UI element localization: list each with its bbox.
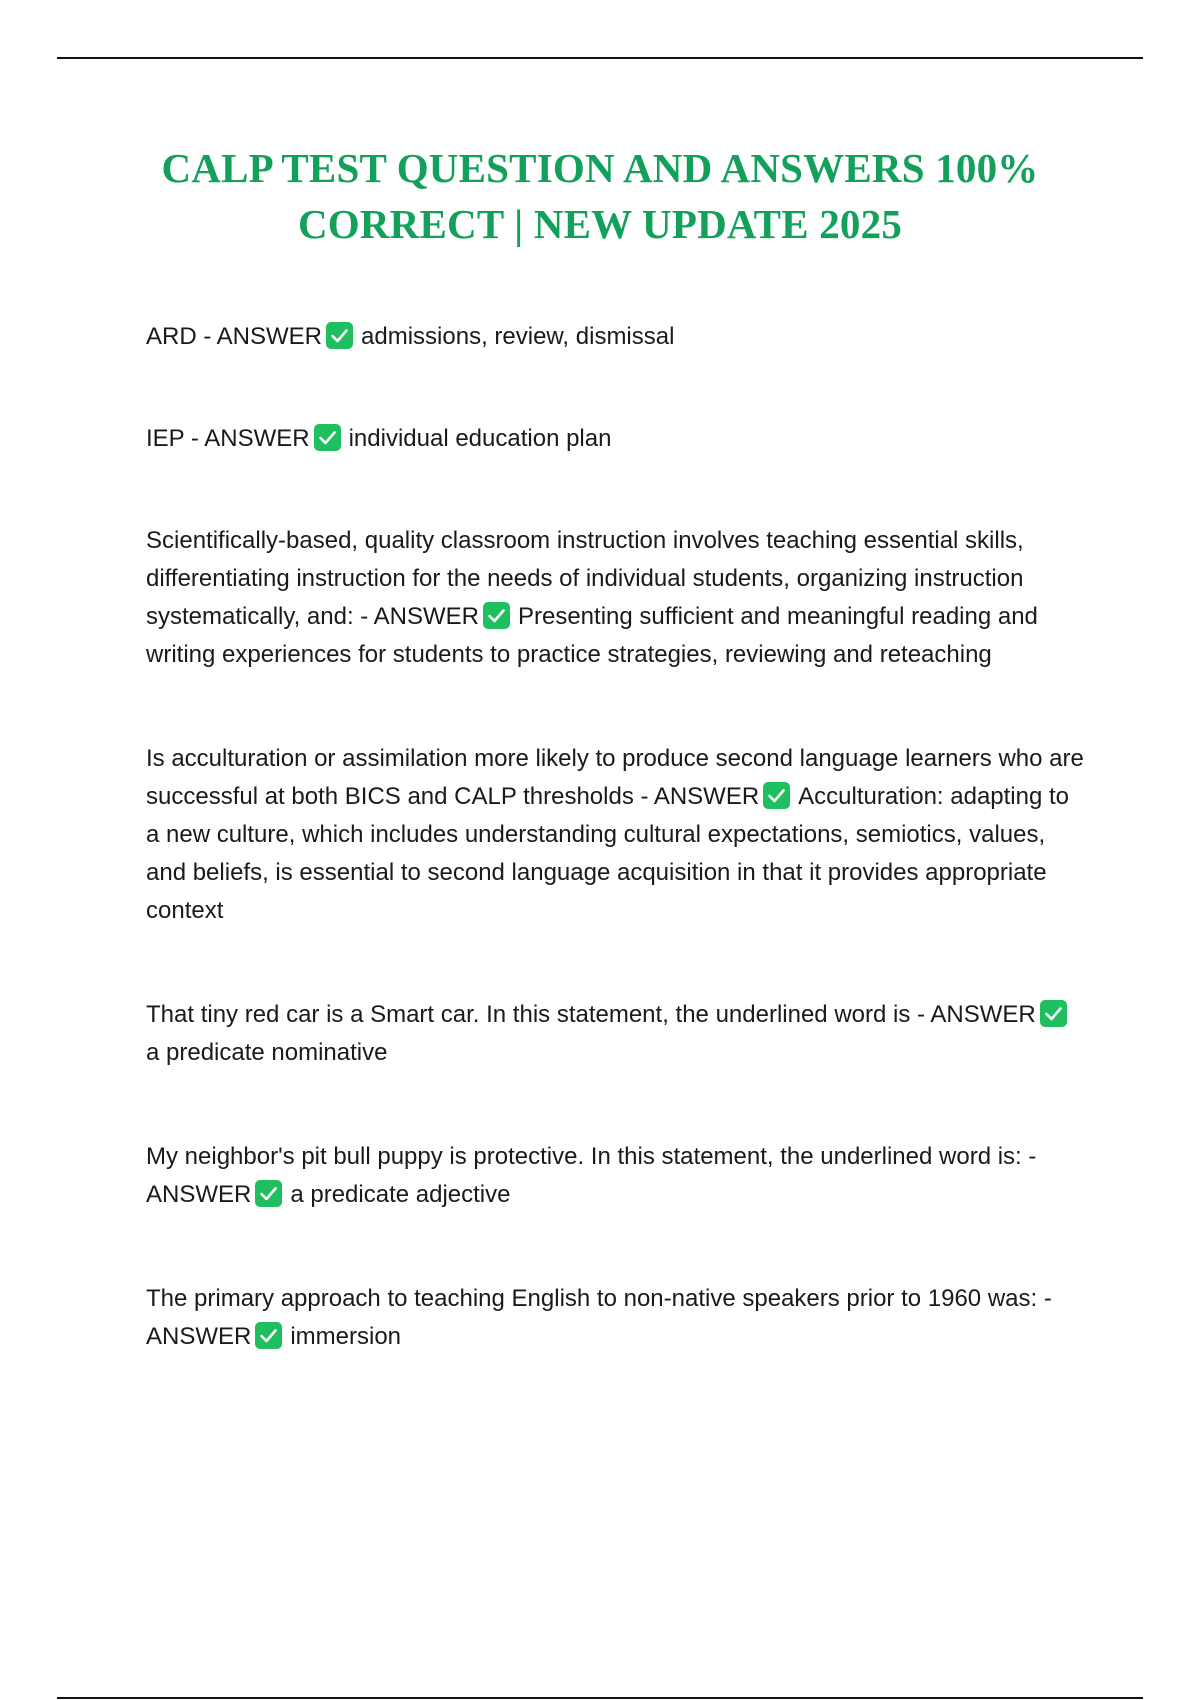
- answer-text: a predicate nominative: [146, 1039, 388, 1066]
- top-divider: [57, 57, 1143, 59]
- qa-item: [146, 740, 1086, 930]
- question-text: My neighbor's pit bull puppy is protective. In this statement, the underlined word is: - ANSWER: [146, 1143, 1037, 1208]
- qa-item: [146, 996, 1086, 1072]
- question-text: ARD - ANSWER: [146, 323, 323, 350]
- answer-text: a predicate adjective: [290, 1181, 511, 1208]
- answer-text: individual education plan: [348, 425, 612, 452]
- answer-text: admissions, review, dismissal: [361, 323, 675, 350]
- answer-text: immersion: [290, 1323, 402, 1350]
- qa-item: [146, 420, 1086, 458]
- document-title: [100, 140, 1100, 252]
- qa-item: [146, 522, 1086, 674]
- question-text: IEP - ANSWER: [146, 425, 310, 452]
- check-mark-icon: [255, 1322, 282, 1349]
- qa-item: [146, 318, 1086, 356]
- title-line-1: CALP TEST QUESTION AND ANSWERS 100%: [161, 145, 1039, 191]
- answer-text: Acculturation: adapting to a new culture, which includes understanding cultural expectations, semiotics, values, and beliefs, is essential to second language acquisition in that it provides appropriate context: [146, 783, 1070, 924]
- question-text: The primary approach to teaching English to non-native speakers prior to 1960 was: - ANSWER: [146, 1285, 1052, 1350]
- question-text: Is acculturation or assimilation more likely to produce second language learners who are successful at both BICS and CALP thresholds - ANSWER: [146, 745, 1084, 810]
- question-text: Scientifically-based, quality classroom instruction involves teaching essential skills, differentiating instruction for the needs of individual students, organizing instruction systematically, and: - ANSWER: [146, 527, 1024, 630]
- qa-list: [146, 318, 1086, 1356]
- check-mark-icon: [1040, 1000, 1067, 1027]
- check-mark-icon: [255, 1180, 282, 1207]
- answer-text: Presenting sufficient and meaningful reading and writing experiences for students to practice strategies, reviewing and reteaching: [146, 603, 1038, 668]
- check-mark-icon: [314, 424, 341, 451]
- qa-item: [146, 1280, 1086, 1356]
- check-mark-icon: [326, 322, 353, 349]
- check-mark-icon: [483, 602, 510, 629]
- qa-item: [146, 1138, 1086, 1214]
- bottom-divider: [57, 1697, 1143, 1699]
- title-line-2: CORRECT | NEW UPDATE 2025: [297, 201, 903, 247]
- check-mark-icon: [763, 782, 790, 809]
- question-text: That tiny red car is a Smart car. In this statement, the underlined word is - ANSWER: [146, 1001, 1036, 1028]
